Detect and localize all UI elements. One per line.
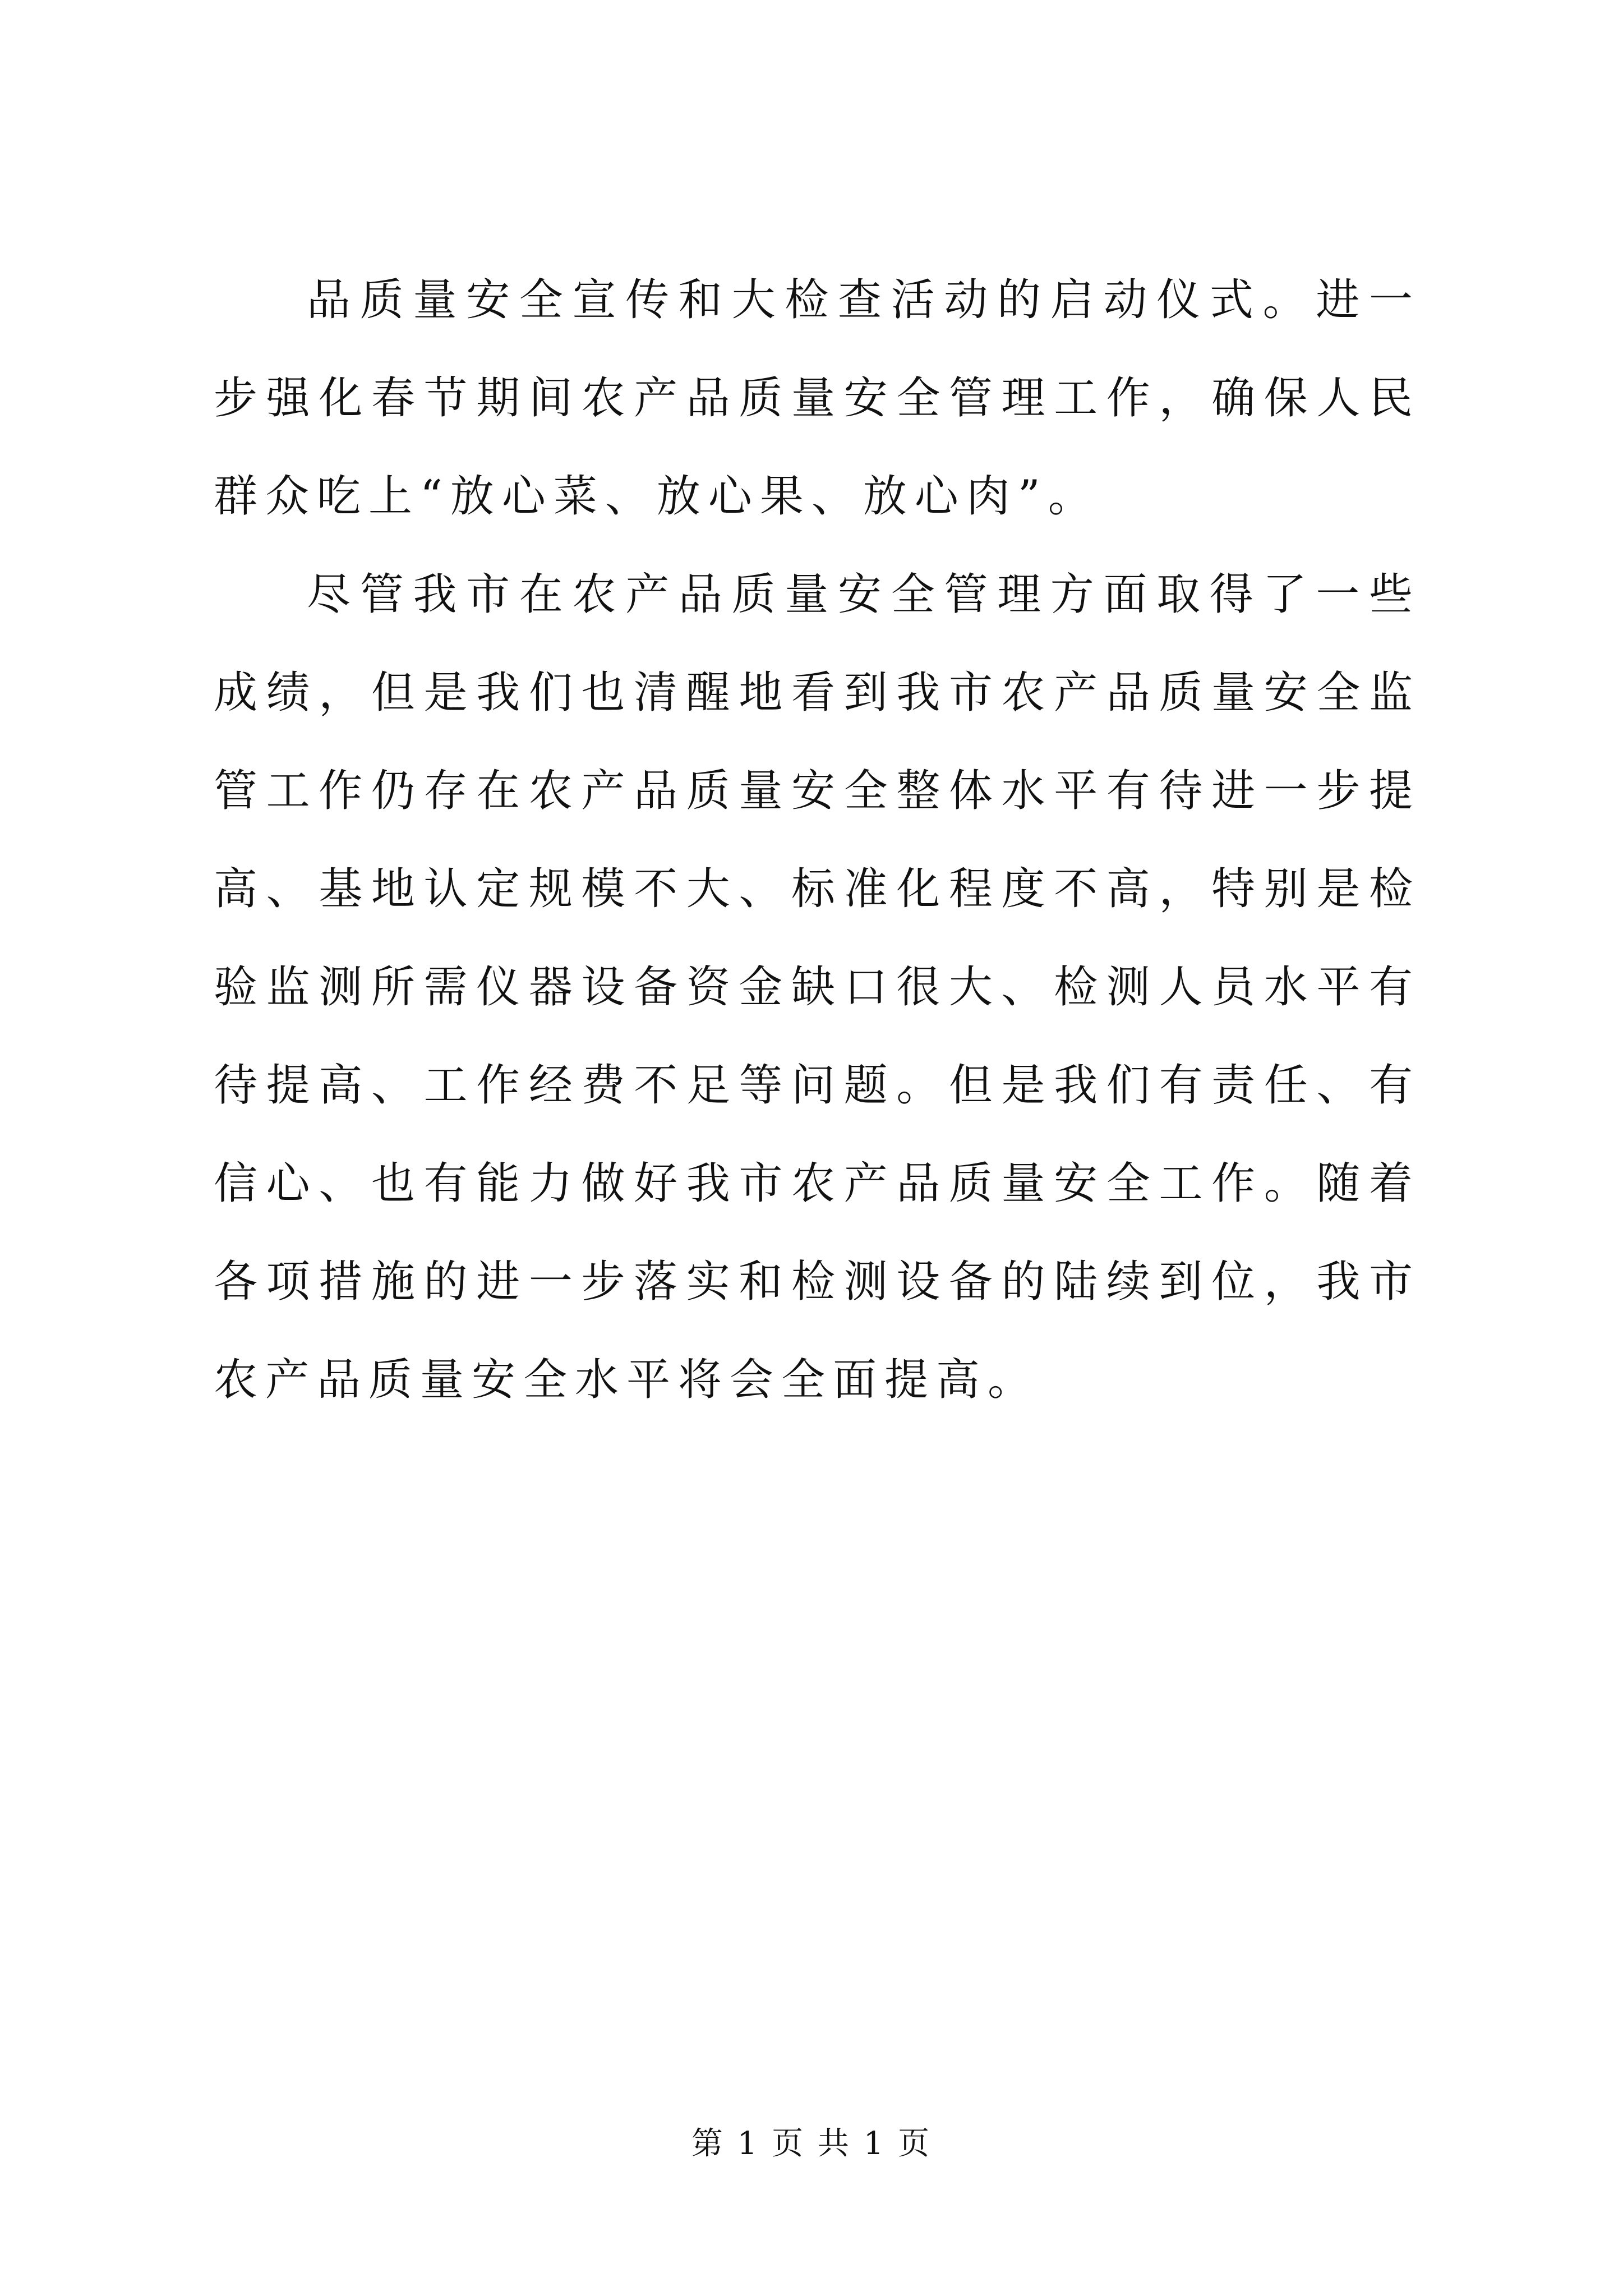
paragraph-1: 品质量安全宣传和大检查活动的启动仪式。进一步强化春节期间农产品质量安全管理工作，确保人民群众吃上“放心菜、放心果、放心肉”。 <box>214 275 1421 522</box>
document-body <box>214 251 1421 1429</box>
page-footer <box>0 2122 1623 2166</box>
paragraph-2: 尽管我市在农产品质量安全管理方面取得了一些成绩，但是我们也清醒地看到我市农产品质量安全监管工作仍存在农产品质量安全整体水平有待进一步提高、基地认定规模不大、标准化程度不高，特别是检验监测所需仪器设备资金缺口很大、检测人员水平有待提高、工作经费不足等问题。但是我们有责任、有信心、也有能力做好我市农产品质量安全工作。随着各项措施的进一步落实和检测设备的陆续到位，我市农产品质量安全水平将会全面提高。 <box>214 569 1421 1405</box>
page-number-label: 第 1 页 共 1 页 <box>691 2125 932 2162</box>
